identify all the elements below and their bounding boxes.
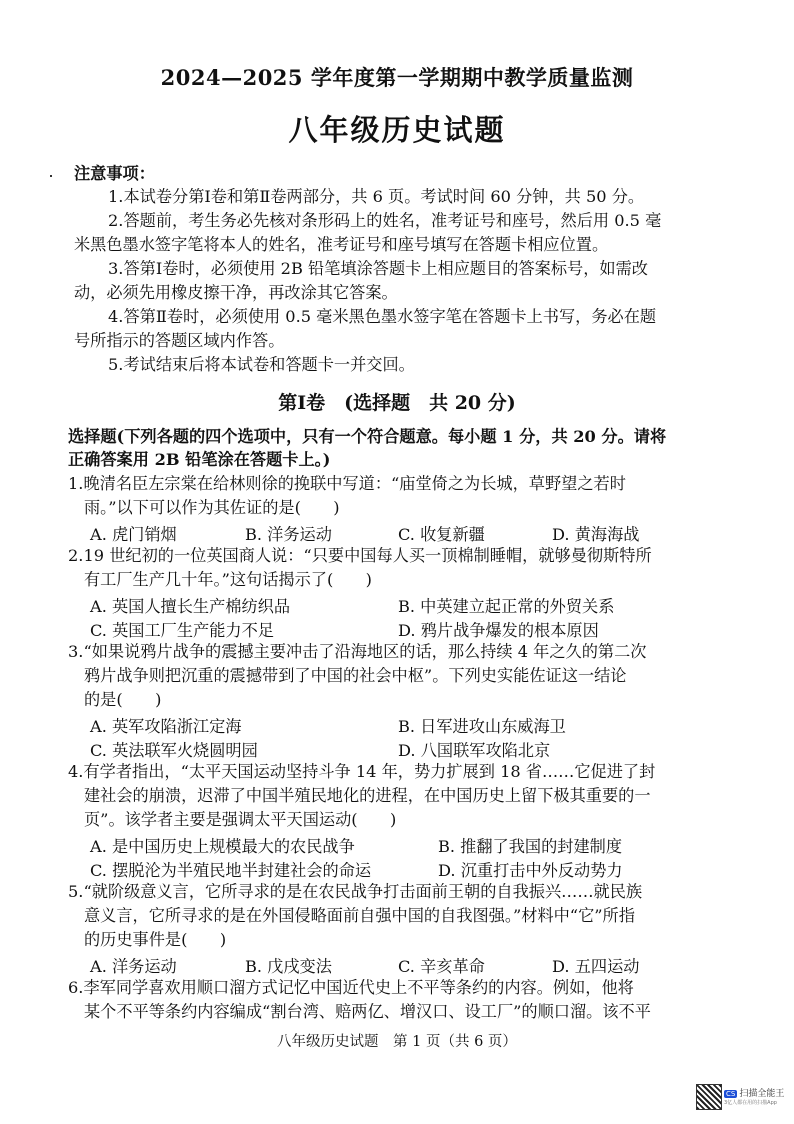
question-6-stem: 6.李军同学喜欢用顺口溜方式记忆中国近代史上不平等条约的内容。例如，他将	[68, 978, 634, 997]
question-5-stem: 意义言，它所寻求的是在外国侵略面前自强中国的自我图强。”材料中“它”所指	[84, 906, 635, 925]
question-1-stem: 雨。”以下可以作为其佐证的是( )	[84, 498, 340, 517]
notes-line: 2.答题前，考生务必先核对条形码上的姓名，准考证号和座号，然后用 0.5 毫	[108, 211, 662, 230]
page-footer: 八年级历史试题 第 1 页（共 6 页）	[277, 1034, 517, 1050]
question-2-option-d: D. 鸦片战争爆发的根本原因	[398, 621, 599, 640]
question-3-option-b: B. 日军进攻山东威海卫	[398, 717, 566, 736]
notes-line: 5.考试结束后将本试卷和答题卡一并交回。	[108, 355, 415, 374]
question-4-stem: 4.有学者指出，“太平天国运动坚持斗争 14 年，势力扩展到 18 省……它促进了封	[68, 762, 656, 781]
scanner-tagline: 3亿人都在用的扫描App	[724, 1100, 777, 1106]
question-5-option-d: D. 五四运动	[552, 957, 640, 976]
question-2-option-c: C. 英国工厂生产能力不足	[90, 621, 274, 640]
question-2-option-b: B. 中英建立起正常的外贸关系	[398, 597, 615, 616]
question-2-stem: 有工厂生产几十年。”这句话揭示了( )	[84, 570, 372, 589]
question-4-stem: 页”。该学者主要是强调太平天国运动( )	[84, 810, 397, 829]
question-2-option-a: A. 英国人擅长生产棉纺织品	[90, 597, 291, 616]
question-4-option-c: C. 摆脱沦为半殖民地半封建社会的命运	[90, 861, 372, 880]
notes-heading: 注意事项：	[74, 164, 155, 183]
section-title: 第Ⅰ卷 (选择题 共 20 分)	[278, 392, 516, 414]
question-5-stem: 的历史事件是( )	[84, 930, 227, 949]
scanner-badge: CS	[726, 1090, 736, 1098]
exam-subtitle: 八年级历史试题	[288, 113, 506, 147]
question-5-option-c: C. 辛亥革命	[398, 957, 485, 976]
question-1-option-b: B. 洋务运动	[245, 525, 332, 544]
question-2-stem: 2.19 世纪初的一位英国商人说：“只要中国每人买一顶棉制睡帽，就够曼彻斯特所	[68, 546, 652, 565]
question-3-option-d: D. 八国联军攻陷北京	[398, 741, 551, 760]
question-3-stem: 的是( )	[84, 690, 162, 709]
notes-line: 米黑色墨水签字笔将本人的姓名，准考证号和座号填写在答题卡相应位置。	[74, 235, 609, 254]
question-3-stem: 3.“如果说鸦片战争的震撼主要冲击了沿海地区的话，那么持续 4 年之久的第二次	[68, 642, 647, 661]
question-1-option-d: D. 黄海海战	[552, 525, 640, 544]
notes-line: 动，必须先用橡皮擦干净，再改涂其它答案。	[74, 283, 398, 302]
notes-line: 3.答第Ⅰ卷时，必须使用 2B 铅笔填涂答题卡上相应题目的答案标号，如需改	[108, 259, 648, 278]
notes-line: 4.答第Ⅱ卷时，必须使用 0.5 毫米黑色墨水签字笔在答题卡上书写，务必在题	[108, 307, 657, 326]
exam-title: 2024—2025 学年度第一学期期中教学质量监测	[160, 65, 634, 90]
scanner-brand: 扫描全能王	[739, 1089, 785, 1099]
question-5-option-b: B. 戊戌变法	[245, 957, 332, 976]
question-4-option-d: D. 沉重打击中外反动势力	[438, 861, 623, 880]
question-1-option-c: C. 收复新疆	[398, 525, 485, 544]
question-5-stem: 5.“就阶级意义言，它所寻求的是在农民战争打击面前王朝的自我振兴……就民族	[68, 882, 643, 901]
question-1-stem: 1.晚清名臣左宗棠在给林则徐的挽联中写道：“庙堂倚之为长城，草野望之若时	[68, 474, 626, 493]
question-4-option-a: A. 是中国历史上规模最大的农民战争	[90, 837, 355, 856]
notes-line: 1.本试卷分第Ⅰ卷和第Ⅱ卷两部分，共 6 页。考试时间 60 分钟，共 50 分。	[108, 187, 645, 206]
section-instructions: 正确答案用 2B 铅笔涂在答题卡上。)	[68, 450, 331, 469]
question-4-stem: 建社会的崩溃，迟滞了中国半殖民地化的进程，在中国历史上留下极其重要的一	[84, 786, 651, 805]
question-3-stem: 鸦片战争则把沉重的震撼带到了中国的社会中枢”。下列史实能佐证这一结论	[84, 666, 627, 685]
scanner-watermark	[724, 1086, 784, 1106]
question-3-option-c: C. 英法联军火烧圆明园	[90, 741, 258, 760]
question-6-stem: 某个不平等条约内容编成“割台湾、赔两亿、增汉口、设工厂”的顺口溜。该不平	[84, 1002, 651, 1021]
question-5-option-a: A. 洋务运动	[90, 957, 177, 976]
speck-mark	[50, 175, 52, 177]
qr-code-icon	[696, 1084, 722, 1110]
question-4-option-b: B. 推翻了我国的封建制度	[438, 837, 623, 856]
section-instructions: 选择题(下列各题的四个选项中，只有一个符合题意。每小题 1 分，共 20 分。请将	[68, 427, 667, 446]
question-3-option-a: A. 英军攻陷浙江定海	[90, 717, 242, 736]
question-1-option-a: A. 虎门销烟	[90, 525, 177, 544]
notes-line: 号所指示的答题区域内作答。	[74, 331, 285, 350]
